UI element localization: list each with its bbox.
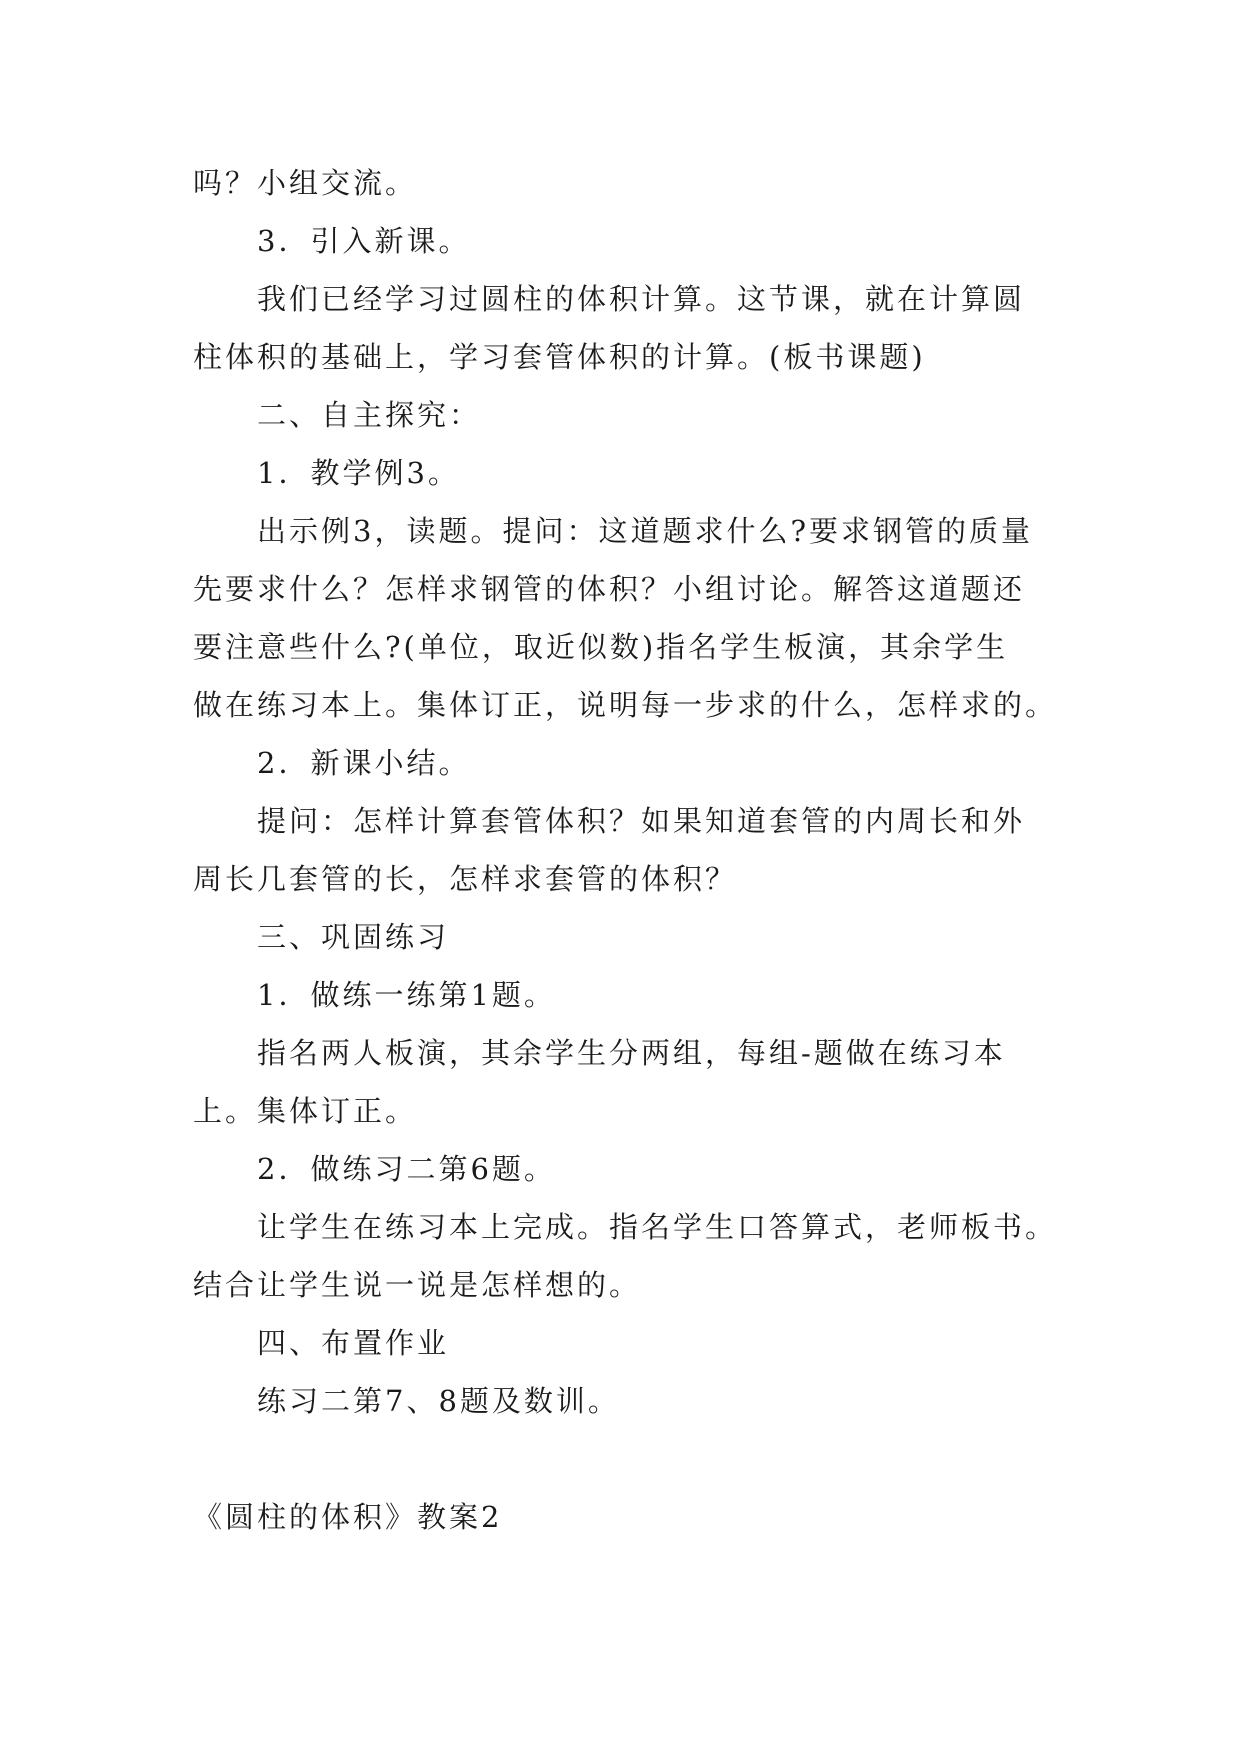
section-heading: 四、布置作业 bbox=[257, 1326, 450, 1360]
text-line: 柱体积的基础上，学习套管体积的计算。(板书课题) bbox=[193, 340, 926, 374]
text-line: 指名两人板演，其余学生分两组，每组-题做在练习本 bbox=[257, 1036, 1006, 1070]
text-line: 要注意些什么?(单位，取近似数)指名学生板演，其余学生 bbox=[193, 630, 1009, 664]
text-line: 练习二第7、8题及数训。 bbox=[257, 1384, 620, 1418]
text-line: 做在练习本上。集体订正，说明每一步求的什么，怎样求的。 bbox=[193, 688, 1058, 722]
text-line: 提问：怎样计算套管体积？如果知道套管的内周长和外 bbox=[257, 804, 1026, 838]
text-line: 出示例3，读题。提问：这道题求什么?要求钢管的质量 bbox=[257, 514, 1033, 548]
text-line: 先要求什么？怎样求钢管的体积？小组讨论。解答这道题还 bbox=[193, 572, 1026, 606]
text-line: 2．新课小结。 bbox=[257, 746, 471, 780]
document-title: 《圆柱的体积》教案2 bbox=[193, 1500, 503, 1534]
section-heading: 三、巩固练习 bbox=[257, 920, 450, 954]
text-line: 结合让学生说一说是怎样想的。 bbox=[193, 1268, 642, 1302]
section-heading: 二、自主探究： bbox=[257, 398, 482, 432]
text-line: 3．引入新课。 bbox=[257, 224, 471, 258]
text-line: 吗？小组交流。 bbox=[193, 166, 418, 200]
text-line: 上。集体订正。 bbox=[193, 1094, 418, 1128]
text-line: 我们已经学习过圆柱的体积计算。这节课，就在计算圆 bbox=[257, 282, 1026, 316]
text-line: 1．教学例3。 bbox=[257, 456, 460, 490]
text-line: 周长几套管的长，怎样求套管的体积？ bbox=[193, 862, 738, 896]
text-line: 1．做练一练第1题。 bbox=[257, 978, 556, 1012]
text-line: 2．做练习二第6题。 bbox=[257, 1152, 556, 1186]
text-line: 让学生在练习本上完成。指名学生口答算式，老师板书。 bbox=[257, 1210, 1058, 1244]
